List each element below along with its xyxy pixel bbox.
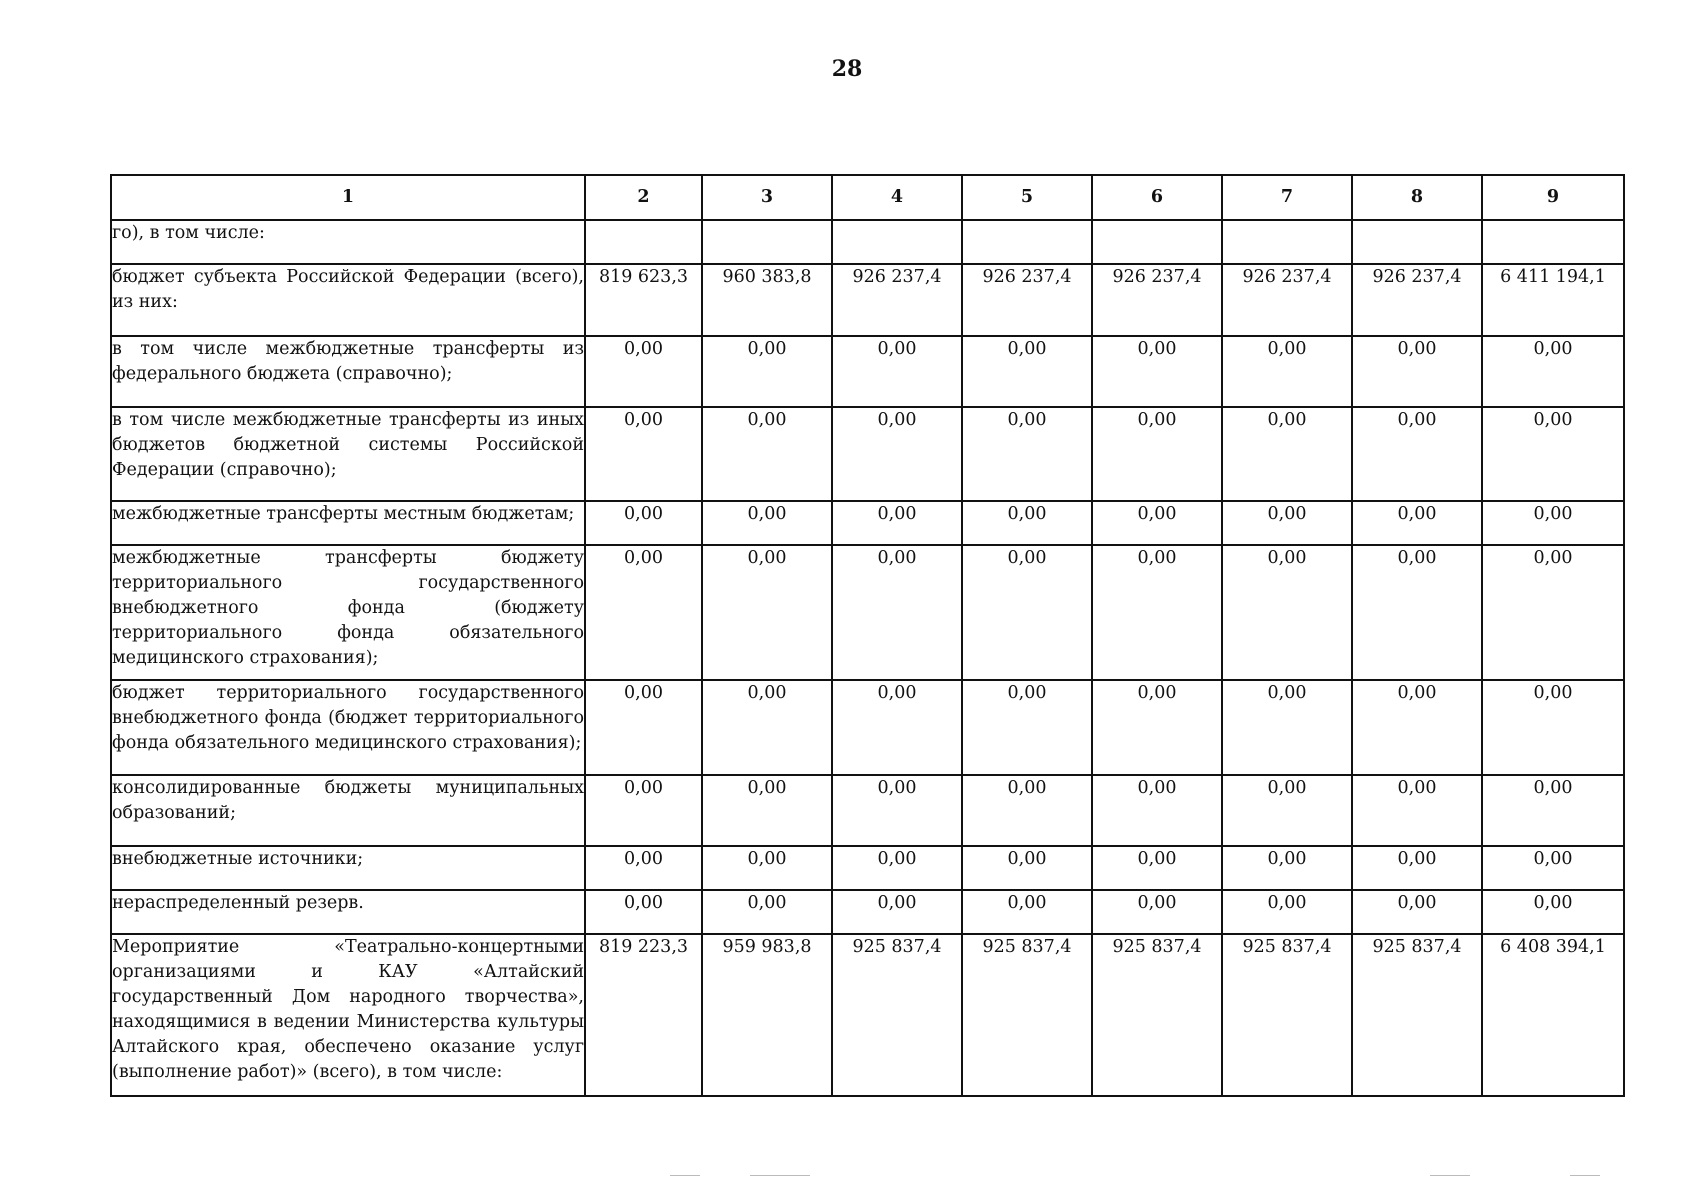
column-header: 2 <box>585 175 702 220</box>
value-cell: 0,00 <box>1482 846 1624 890</box>
value-cell: 819 223,3 <box>585 934 702 1096</box>
value-cell: 0,00 <box>1092 545 1222 680</box>
value-cell: 0,00 <box>832 407 962 501</box>
value-cell: 0,00 <box>1222 336 1352 407</box>
value-cell: 926 237,4 <box>1092 264 1222 336</box>
value-cell: 0,00 <box>832 545 962 680</box>
value-cell: 0,00 <box>832 680 962 775</box>
value-cell: 925 837,4 <box>1352 934 1482 1096</box>
value-cell: 0,00 <box>702 680 832 775</box>
value-cell: 0,00 <box>1222 775 1352 846</box>
row-label: го), в том числе: <box>111 220 585 264</box>
value-cell: 0,00 <box>1092 501 1222 545</box>
value-cell: 6 408 394,1 <box>1482 934 1624 1096</box>
value-cell: 0,00 <box>1222 890 1352 934</box>
row-label: бюджет субъекта Российской Федерации (всего), из них: <box>111 264 585 336</box>
scan-artifact <box>750 1175 810 1176</box>
value-cell: 0,00 <box>1482 775 1624 846</box>
value-cell: 0,00 <box>1092 336 1222 407</box>
value-cell: 926 237,4 <box>1222 264 1352 336</box>
header-row <box>111 175 1624 220</box>
value-cell: 0,00 <box>962 545 1092 680</box>
value-cell: 0,00 <box>832 501 962 545</box>
value-cell <box>1482 220 1624 264</box>
row-label: в том числе межбюджетные трансферты из федерального бюджета (справочно); <box>111 336 585 407</box>
value-cell: 0,00 <box>1352 545 1482 680</box>
row-label: бюджет территориального государственного внебюджетного фонда (бюджет территориального фонда обязательного медицинского страхования); <box>111 680 585 775</box>
value-cell: 0,00 <box>585 407 702 501</box>
value-cell: 0,00 <box>962 775 1092 846</box>
value-cell: 0,00 <box>1092 680 1222 775</box>
value-cell: 0,00 <box>1092 775 1222 846</box>
value-cell: 0,00 <box>1222 407 1352 501</box>
value-cell: 0,00 <box>585 336 702 407</box>
table-body <box>111 220 1624 1096</box>
value-cell: 0,00 <box>1352 336 1482 407</box>
budget-table <box>110 174 1625 1097</box>
row-label: нераспределенный резерв. <box>111 890 585 934</box>
value-cell: 0,00 <box>585 846 702 890</box>
table-row <box>111 934 1624 1096</box>
value-cell <box>585 220 702 264</box>
value-cell: 0,00 <box>1222 501 1352 545</box>
value-cell: 0,00 <box>962 680 1092 775</box>
value-cell <box>832 220 962 264</box>
value-cell <box>1092 220 1222 264</box>
value-cell: 0,00 <box>585 890 702 934</box>
value-cell: 0,00 <box>1482 336 1624 407</box>
page-number: 28 <box>831 56 863 82</box>
value-cell: 0,00 <box>702 407 832 501</box>
table-row <box>111 545 1624 680</box>
value-cell: 0,00 <box>585 775 702 846</box>
column-header: 4 <box>832 175 962 220</box>
column-header: 1 <box>111 175 585 220</box>
row-label: межбюджетные трансферты местным бюджетам; <box>111 501 585 545</box>
value-cell: 0,00 <box>1352 501 1482 545</box>
value-cell: 926 237,4 <box>832 264 962 336</box>
value-cell: 0,00 <box>585 680 702 775</box>
value-cell: 0,00 <box>1222 680 1352 775</box>
value-cell: 0,00 <box>1222 846 1352 890</box>
value-cell: 0,00 <box>1482 545 1624 680</box>
value-cell: 0,00 <box>702 501 832 545</box>
value-cell: 0,00 <box>962 890 1092 934</box>
value-cell: 0,00 <box>1092 407 1222 501</box>
table-row <box>111 846 1624 890</box>
value-cell: 6 411 194,1 <box>1482 264 1624 336</box>
value-cell: 0,00 <box>702 775 832 846</box>
value-cell: 960 383,8 <box>702 264 832 336</box>
value-cell: 0,00 <box>1482 680 1624 775</box>
value-cell: 925 837,4 <box>962 934 1092 1096</box>
scan-artifact <box>670 1175 700 1176</box>
table-row <box>111 501 1624 545</box>
table-row <box>111 890 1624 934</box>
value-cell: 0,00 <box>1092 846 1222 890</box>
value-cell <box>1222 220 1352 264</box>
value-cell: 0,00 <box>962 501 1092 545</box>
table-row <box>111 407 1624 501</box>
row-label: Мероприятие «Театрально-концертными организациями и КАУ «Алтайский государственный Дом народного творчества», находящимися в ведении Министерства культуры Алтайского края, обеспечено оказание услуг (выполнение работ)» (всего), в том числе: <box>111 934 585 1096</box>
row-label: межбюджетные трансферты бюджету территориального государственного внебюджетного фонда (бюджету территориального фонда обязательного медицинского страхования); <box>111 545 585 680</box>
value-cell: 0,00 <box>1352 846 1482 890</box>
row-label: консолидированные бюджеты муниципальных образований; <box>111 775 585 846</box>
value-cell: 0,00 <box>962 846 1092 890</box>
column-header: 6 <box>1092 175 1222 220</box>
column-header: 9 <box>1482 175 1624 220</box>
table-row <box>111 775 1624 846</box>
table-row <box>111 264 1624 336</box>
value-cell: 0,00 <box>585 501 702 545</box>
value-cell: 926 237,4 <box>1352 264 1482 336</box>
row-label: внебюджетные источники; <box>111 846 585 890</box>
table-row <box>111 220 1624 264</box>
value-cell: 0,00 <box>1482 501 1624 545</box>
column-header: 8 <box>1352 175 1482 220</box>
value-cell: 0,00 <box>585 545 702 680</box>
value-cell: 0,00 <box>1482 407 1624 501</box>
value-cell <box>962 220 1092 264</box>
value-cell: 959 983,8 <box>702 934 832 1096</box>
value-cell: 0,00 <box>832 846 962 890</box>
value-cell: 0,00 <box>962 407 1092 501</box>
scan-artifact <box>1430 1175 1470 1176</box>
value-cell: 0,00 <box>702 890 832 934</box>
value-cell: 0,00 <box>832 336 962 407</box>
value-cell: 0,00 <box>832 775 962 846</box>
row-label: в том числе межбюджетные трансферты из иных бюджетов бюджетной системы Российской Федерации (справочно); <box>111 407 585 501</box>
column-header: 3 <box>702 175 832 220</box>
value-cell: 0,00 <box>1352 890 1482 934</box>
value-cell <box>1352 220 1482 264</box>
value-cell: 0,00 <box>702 846 832 890</box>
value-cell: 0,00 <box>1482 890 1624 934</box>
value-cell: 925 837,4 <box>1092 934 1222 1096</box>
value-cell: 0,00 <box>1352 407 1482 501</box>
value-cell: 925 837,4 <box>832 934 962 1096</box>
value-cell <box>702 220 832 264</box>
value-cell: 926 237,4 <box>962 264 1092 336</box>
value-cell: 0,00 <box>832 890 962 934</box>
column-header: 7 <box>1222 175 1352 220</box>
column-header: 5 <box>962 175 1092 220</box>
value-cell: 819 623,3 <box>585 264 702 336</box>
value-cell: 0,00 <box>1092 890 1222 934</box>
value-cell: 0,00 <box>1352 680 1482 775</box>
value-cell: 0,00 <box>702 545 832 680</box>
value-cell: 0,00 <box>1352 775 1482 846</box>
table-row <box>111 336 1624 407</box>
value-cell: 925 837,4 <box>1222 934 1352 1096</box>
value-cell: 0,00 <box>1222 545 1352 680</box>
value-cell: 0,00 <box>702 336 832 407</box>
scan-artifact <box>1570 1175 1600 1176</box>
value-cell: 0,00 <box>962 336 1092 407</box>
table-row <box>111 680 1624 775</box>
